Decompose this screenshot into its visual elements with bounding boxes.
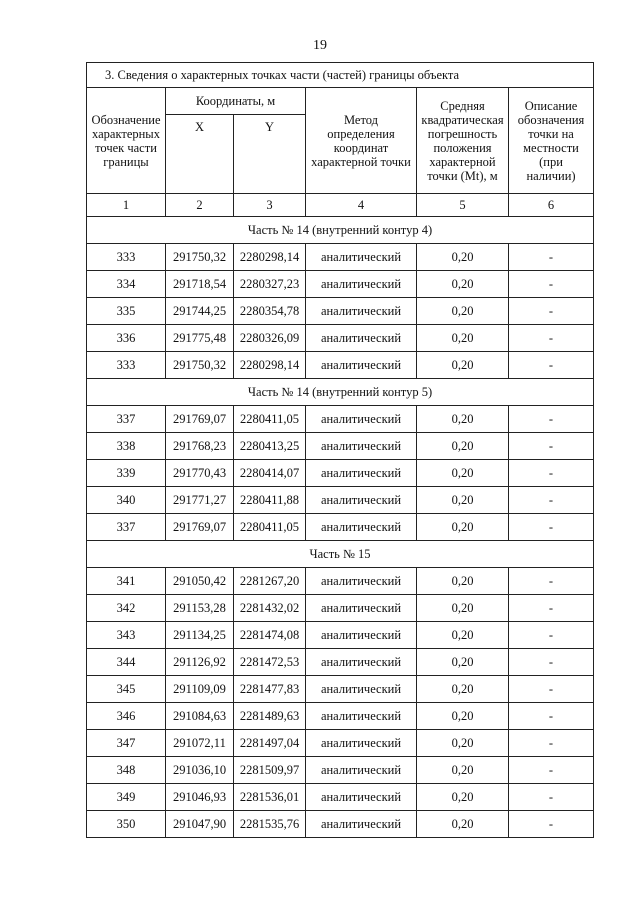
table-row	[87, 730, 594, 757]
part-title-row	[87, 217, 594, 244]
method-cell: аналитический	[306, 271, 417, 298]
table-row	[87, 703, 594, 730]
part-title-row	[87, 379, 594, 406]
y-coordinate-cell: 2280411,05	[234, 514, 306, 541]
column-number: 5	[417, 194, 509, 217]
section-title: 3. Сведения о характерных точках части (частей) границы объекта	[87, 63, 594, 88]
part-title: Часть № 14 (внутренний контур 4)	[87, 217, 594, 244]
method-cell: аналитический	[306, 703, 417, 730]
method-cell: аналитический	[306, 568, 417, 595]
x-coordinate-cell: 291046,93	[166, 784, 234, 811]
point-id-cell: 335	[87, 298, 166, 325]
table-row	[87, 244, 594, 271]
y-coordinate-cell: 2281489,63	[234, 703, 306, 730]
table-row	[87, 811, 594, 838]
part-title: Часть № 14 (внутренний контур 5)	[87, 379, 594, 406]
table-row	[87, 514, 594, 541]
boundary-points-table	[86, 62, 594, 838]
table-row	[87, 406, 594, 433]
table-row	[87, 433, 594, 460]
table-row	[87, 595, 594, 622]
y-coordinate-cell: 2280327,23	[234, 271, 306, 298]
description-cell: -	[509, 271, 594, 298]
column-number: 1	[87, 194, 166, 217]
header-y: Y	[234, 115, 306, 194]
error-cell: 0,20	[417, 649, 509, 676]
error-cell: 0,20	[417, 811, 509, 838]
method-cell: аналитический	[306, 811, 417, 838]
description-cell: -	[509, 703, 594, 730]
table-row	[87, 352, 594, 379]
description-cell: -	[509, 244, 594, 271]
error-cell: 0,20	[417, 244, 509, 271]
y-coordinate-cell: 2281509,97	[234, 757, 306, 784]
error-cell: 0,20	[417, 298, 509, 325]
table-row	[87, 487, 594, 514]
method-cell: аналитический	[306, 325, 417, 352]
table-body	[87, 217, 594, 838]
x-coordinate-cell: 291771,27	[166, 487, 234, 514]
column-number: 6	[509, 194, 594, 217]
description-cell: -	[509, 649, 594, 676]
x-coordinate-cell: 291718,54	[166, 271, 234, 298]
method-cell: аналитический	[306, 730, 417, 757]
header-point-designation: Обозначение характерных точек части границы	[87, 88, 166, 194]
y-coordinate-cell: 2281497,04	[234, 730, 306, 757]
error-cell: 0,20	[417, 568, 509, 595]
error-cell: 0,20	[417, 460, 509, 487]
x-coordinate-cell: 291109,09	[166, 676, 234, 703]
y-coordinate-cell: 2280354,78	[234, 298, 306, 325]
x-coordinate-cell: 291744,25	[166, 298, 234, 325]
description-cell: -	[509, 433, 594, 460]
point-id-cell: 340	[87, 487, 166, 514]
column-number: 2	[166, 194, 234, 217]
point-id-cell: 349	[87, 784, 166, 811]
description-cell: -	[509, 325, 594, 352]
x-coordinate-cell: 291050,42	[166, 568, 234, 595]
point-id-cell: 339	[87, 460, 166, 487]
error-cell: 0,20	[417, 595, 509, 622]
error-cell: 0,20	[417, 703, 509, 730]
description-cell: -	[509, 514, 594, 541]
x-coordinate-cell: 291750,32	[166, 352, 234, 379]
y-coordinate-cell: 2280413,25	[234, 433, 306, 460]
y-coordinate-cell: 2280298,14	[234, 352, 306, 379]
x-coordinate-cell: 291153,28	[166, 595, 234, 622]
x-coordinate-cell: 291750,32	[166, 244, 234, 271]
header-mean-error: Средняя квадратическая погрешность положения характерной точки (Mt), м	[417, 88, 509, 194]
point-id-cell: 345	[87, 676, 166, 703]
y-coordinate-cell: 2280298,14	[234, 244, 306, 271]
point-id-cell: 333	[87, 244, 166, 271]
method-cell: аналитический	[306, 622, 417, 649]
method-cell: аналитический	[306, 298, 417, 325]
error-cell: 0,20	[417, 730, 509, 757]
table-row	[87, 271, 594, 298]
x-coordinate-cell: 291775,48	[166, 325, 234, 352]
x-coordinate-cell: 291770,43	[166, 460, 234, 487]
description-cell: -	[509, 784, 594, 811]
y-coordinate-cell: 2281267,20	[234, 568, 306, 595]
x-coordinate-cell: 291768,23	[166, 433, 234, 460]
method-cell: аналитический	[306, 460, 417, 487]
method-cell: аналитический	[306, 352, 417, 379]
error-cell: 0,20	[417, 487, 509, 514]
description-cell: -	[509, 622, 594, 649]
point-id-cell: 343	[87, 622, 166, 649]
description-cell: -	[509, 352, 594, 379]
description-cell: -	[509, 811, 594, 838]
point-id-cell: 337	[87, 406, 166, 433]
error-cell: 0,20	[417, 352, 509, 379]
method-cell: аналитический	[306, 784, 417, 811]
y-coordinate-cell: 2281474,08	[234, 622, 306, 649]
x-coordinate-cell: 291047,90	[166, 811, 234, 838]
method-cell: аналитический	[306, 514, 417, 541]
description-cell: -	[509, 568, 594, 595]
point-id-cell: 337	[87, 514, 166, 541]
table-row	[87, 325, 594, 352]
description-cell: -	[509, 460, 594, 487]
method-cell: аналитический	[306, 649, 417, 676]
y-coordinate-cell: 2281535,76	[234, 811, 306, 838]
method-cell: аналитический	[306, 244, 417, 271]
x-coordinate-cell: 291072,11	[166, 730, 234, 757]
point-id-cell: 344	[87, 649, 166, 676]
description-cell: -	[509, 757, 594, 784]
error-cell: 0,20	[417, 514, 509, 541]
table-row	[87, 622, 594, 649]
header-x: X	[166, 115, 234, 194]
header-coordinates: Координаты, м	[166, 88, 306, 115]
header-description: Описание обозначения точки на местности (при наличии)	[509, 88, 594, 194]
method-cell: аналитический	[306, 406, 417, 433]
method-cell: аналитический	[306, 676, 417, 703]
point-id-cell: 334	[87, 271, 166, 298]
error-cell: 0,20	[417, 622, 509, 649]
table-row	[87, 649, 594, 676]
table-row	[87, 757, 594, 784]
point-id-cell: 341	[87, 568, 166, 595]
x-coordinate-cell: 291769,07	[166, 406, 234, 433]
error-cell: 0,20	[417, 325, 509, 352]
y-coordinate-cell: 2281472,53	[234, 649, 306, 676]
x-coordinate-cell: 291769,07	[166, 514, 234, 541]
table-row	[87, 298, 594, 325]
description-cell: -	[509, 487, 594, 514]
description-cell: -	[509, 595, 594, 622]
y-coordinate-cell: 2281536,01	[234, 784, 306, 811]
error-cell: 0,20	[417, 433, 509, 460]
point-id-cell: 338	[87, 433, 166, 460]
x-coordinate-cell: 291036,10	[166, 757, 234, 784]
point-id-cell: 350	[87, 811, 166, 838]
x-coordinate-cell: 291126,92	[166, 649, 234, 676]
table-row	[87, 784, 594, 811]
table-row	[87, 460, 594, 487]
header-method: Метод определения координат характерной точки	[306, 88, 417, 194]
method-cell: аналитический	[306, 487, 417, 514]
column-number: 3	[234, 194, 306, 217]
part-title: Часть № 15	[87, 541, 594, 568]
description-cell: -	[509, 676, 594, 703]
y-coordinate-cell: 2280326,09	[234, 325, 306, 352]
y-coordinate-cell: 2280411,05	[234, 406, 306, 433]
point-id-cell: 333	[87, 352, 166, 379]
part-title-row	[87, 541, 594, 568]
y-coordinate-cell: 2281432,02	[234, 595, 306, 622]
method-cell: аналитический	[306, 757, 417, 784]
error-cell: 0,20	[417, 406, 509, 433]
point-id-cell: 347	[87, 730, 166, 757]
point-id-cell: 342	[87, 595, 166, 622]
error-cell: 0,20	[417, 676, 509, 703]
description-cell: -	[509, 730, 594, 757]
error-cell: 0,20	[417, 757, 509, 784]
point-id-cell: 348	[87, 757, 166, 784]
method-cell: аналитический	[306, 595, 417, 622]
x-coordinate-cell: 291134,25	[166, 622, 234, 649]
y-coordinate-cell: 2280414,07	[234, 460, 306, 487]
method-cell: аналитический	[306, 433, 417, 460]
point-id-cell: 336	[87, 325, 166, 352]
error-cell: 0,20	[417, 271, 509, 298]
y-coordinate-cell: 2281477,83	[234, 676, 306, 703]
column-number: 4	[306, 194, 417, 217]
point-id-cell: 346	[87, 703, 166, 730]
y-coordinate-cell: 2280411,88	[234, 487, 306, 514]
error-cell: 0,20	[417, 784, 509, 811]
description-cell: -	[509, 406, 594, 433]
page-number: 19	[313, 38, 327, 53]
table-row	[87, 568, 594, 595]
table-row	[87, 676, 594, 703]
description-cell: -	[509, 298, 594, 325]
x-coordinate-cell: 291084,63	[166, 703, 234, 730]
